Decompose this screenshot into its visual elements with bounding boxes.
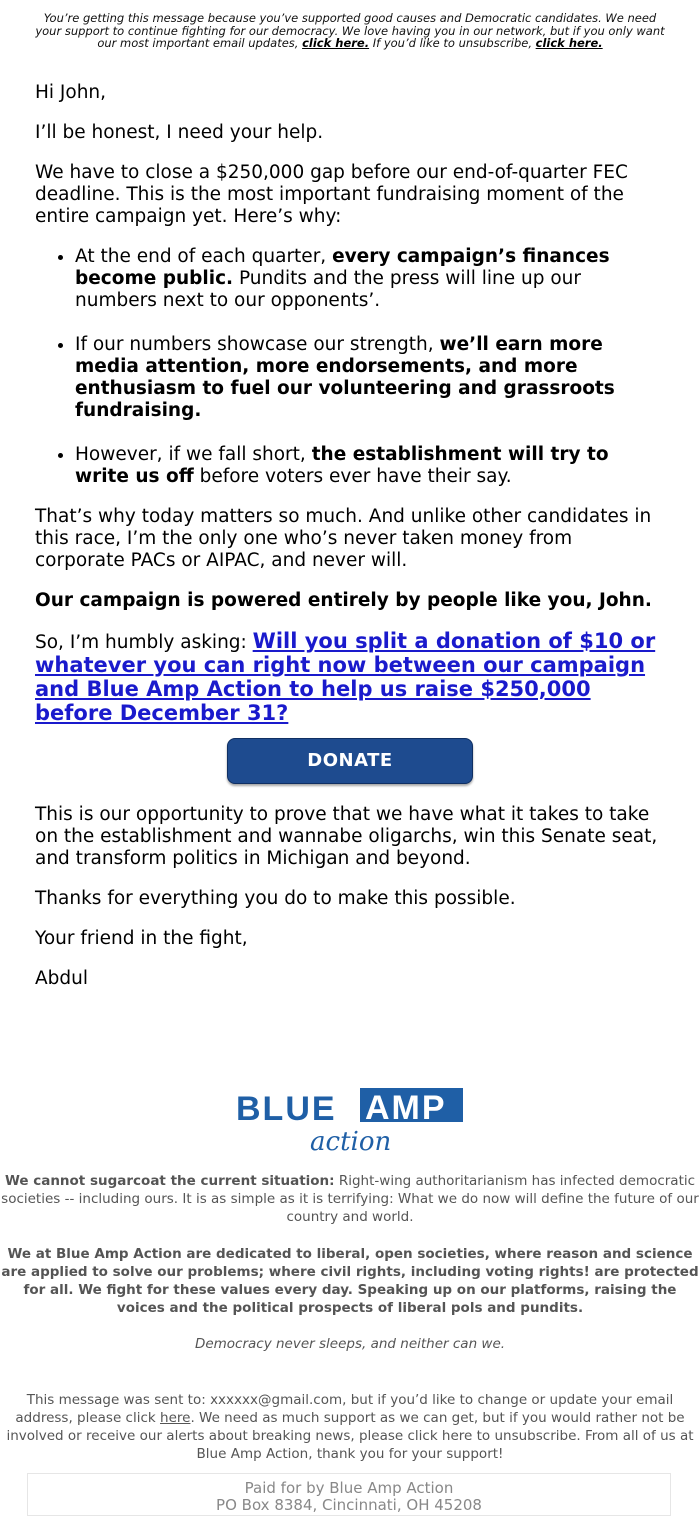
donate-button[interactable]: DONATE — [227, 738, 473, 784]
mailing-address: PO Box 8384, Cincinnati, OH 45208 — [216, 1496, 482, 1514]
logo-word-blue: BLUE — [236, 1090, 337, 1128]
list-item — [75, 444, 667, 488]
bullet-text: before voters ever have their say. — [193, 466, 512, 487]
logo-word-amp: AMP — [365, 1089, 447, 1127]
footer-text: Right-wing authoritarianism has infected democratic societies -- including ours. It is as simple as it is terrifying: What we do now will define the future of our country and world. — [1, 1173, 699, 1225]
bullet-text: If our numbers showcase our strength, — [75, 334, 440, 355]
paragraph: I’ll be honest, I need your help. — [35, 122, 324, 143]
bold-paragraph — [35, 590, 667, 612]
footer-tagline — [0, 1335, 700, 1353]
bullet-bold: every campaign’s finances become public. — [75, 246, 610, 289]
logo-word-action: action — [310, 1127, 392, 1157]
update-email-link[interactable]: here — [160, 1410, 191, 1426]
closing: Your friend in the fight, — [35, 928, 248, 949]
footer-text: . We need as much support as we can get, but if you would rather not be involved or receive our alerts about breaking news, please click here to unsubscribe. From all of us at Blue Amp Action, thank you for your support! — [6, 1410, 694, 1462]
list-item — [75, 246, 667, 312]
greeting: Hi John, — [35, 82, 107, 103]
reasons-list — [35, 246, 667, 488]
preheader-notice — [30, 12, 670, 50]
footer-mission — [0, 1245, 700, 1317]
bullet-text: However, if we fall short, — [75, 444, 312, 465]
letter-body — [35, 82, 667, 744]
ask-intro: So, I’m humbly asking: — [35, 632, 253, 653]
paragraph: This is our opportunity to prove that we have what it takes to take on the establishment and wannabe oligarchs, win this Senate seat, and transform politics in Michigan and beyond. — [35, 804, 658, 869]
unsubscribe-link[interactable]: click here. — [535, 36, 603, 50]
paragraph: Thanks for everything you do to make this possible. — [35, 888, 516, 909]
footer-sent-to — [0, 1391, 700, 1463]
blue-amp-action-logo — [236, 1088, 466, 1158]
signature: Abdul — [35, 968, 89, 989]
donate-button-wrap — [227, 738, 473, 784]
bullet-text: At the end of each quarter, — [75, 246, 333, 267]
footer-text: This message was sent to: xxxxxx@gmail.com, but if you’d like to change or update your email address, please click — [15, 1392, 674, 1426]
bold-text: Our campaign is powered entirely by people like you, John. — [35, 590, 652, 611]
paragraph: That’s why today matters so much. And unlike other candidates in this race, I’m the only one who’s never taken money from corporate PACs or AIPAC, and never will. — [35, 506, 652, 571]
preheader-text: You’re getting this message because you’ve supported good causes and Democratic candidates. We need your support to continue fighting for our democracy. We love having you in our network, but if you only want our most important email updates, — [35, 11, 665, 50]
ask-paragraph — [35, 630, 667, 726]
donation-ask-link[interactable]: Will you split a donation of $10 or whatever you can right now between our campaign and Blue Amp Action to help us raise $250,000 before December 31? — [35, 629, 656, 725]
paragraph: We have to close a $250,000 gap before our end-of-quarter FEC deadline. This is the most important fundraising moment of the entire campaign yet. Here’s why: — [35, 162, 628, 227]
paid-for-by-box — [27, 1473, 671, 1516]
email-preferences-link[interactable]: click here. — [302, 36, 370, 50]
list-item — [75, 334, 667, 422]
letter-body-closing — [35, 804, 667, 1008]
preheader-text-middle: If you’d like to unsubscribe, — [369, 36, 536, 50]
bullet-bold: the establishment will try to write us off — [75, 444, 609, 487]
footer-bold: We cannot sugarcoat the current situation: — [4, 1173, 335, 1189]
bullet-bold: we’ll earn more media attention, more endorsements, and more enthusiasm to fuel our volunteering and grassroots fundraising. — [75, 334, 615, 421]
bullet-text: Pundits and the press will line up our numbers next to our opponents’. — [75, 268, 582, 311]
paid-for-by: Paid for by Blue Amp Action — [244, 1479, 454, 1497]
tagline-text: Democracy never sleeps, and neither can we. — [194, 1336, 506, 1352]
footer-mission-text: We at Blue Amp Action are dedicated to liberal, open societies, where reason and science are applied to solve our problems; where civil rights, including voting rights! are protected for all. We fight for these values every day. Speaking up on our platforms, raising the voices and the political prospects of liberal pols and pundits. — [1, 1246, 699, 1316]
footer-paragraph — [0, 1172, 700, 1226]
